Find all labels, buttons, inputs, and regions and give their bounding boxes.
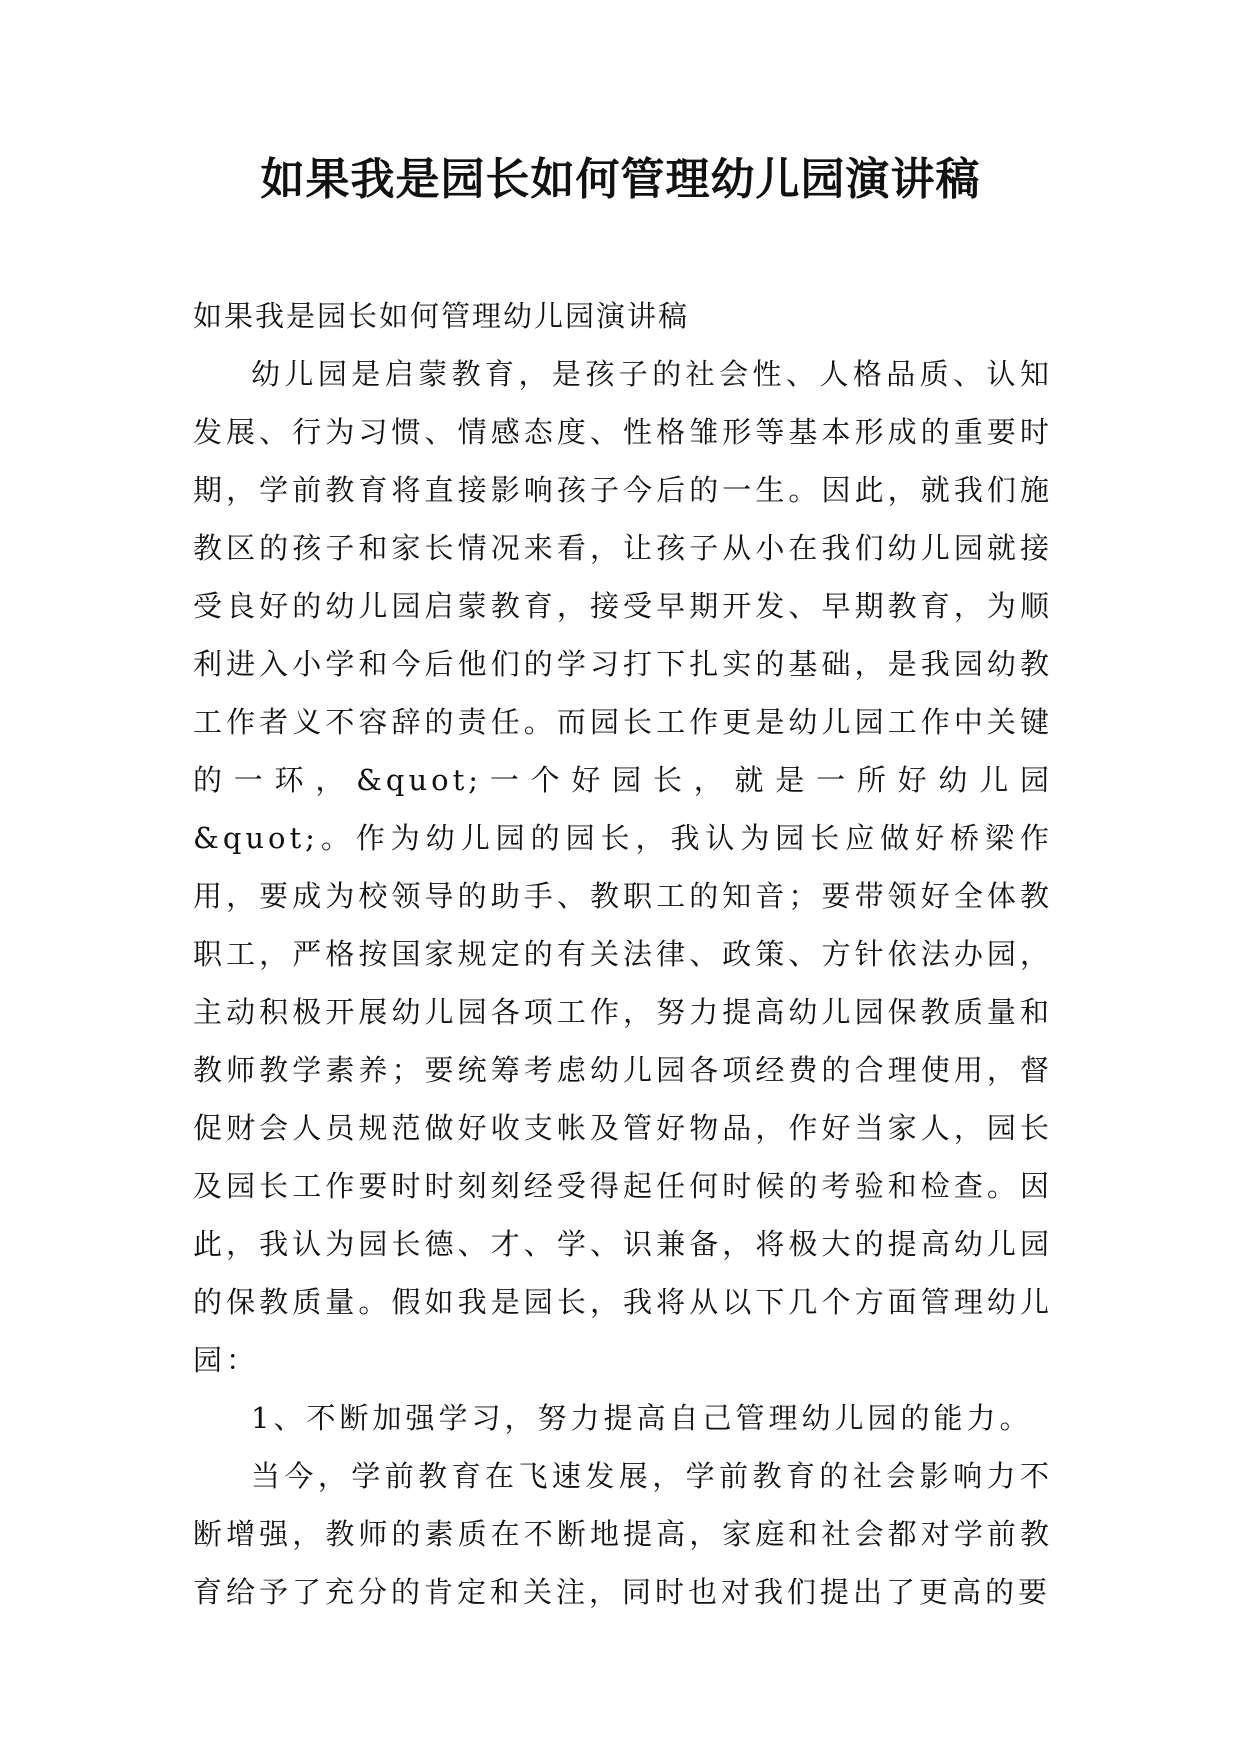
paragraph-point-1-body: 当今，学前教育在飞速发展，学前教育的社会影响力不断增强，教师的素质在不断地提高，家庭和社会都对学前教育给予了充分的肯定和关注，同时也对我们提出了更高的要 — [193, 1459, 1053, 1609]
document-body — [193, 287, 1053, 1621]
paragraph-point-1-heading: 1、不断加强学习，努力提高自己管理幼儿园的能力。 — [251, 1401, 1033, 1435]
document-subtitle: 如果我是园长如何管理幼儿园演讲稿 — [193, 299, 690, 333]
paragraph-intro: 幼儿园是启蒙教育，是孩子的社会性、人格品质、认知发展、行为习惯、情感态度、性格雏形等基本形成的重要时期，学前教育将直接影响孩子今后的一生。因此，就我们施教区的孩子和家长情况来看，让孩子从小在我们幼儿园就接受良好的幼儿园启蒙教育，接受早期开发、早期教育，为顺利进入小学和今后他们的学习打下扎实的基础，是我园幼教工作者义不容辞的责任。而园长工作更是幼儿园工作中关键的一环，&quot;一个好园长，就是一所好幼儿园&quot;。作为幼儿园的园长，我认为园长应做好桥梁作用，要成为校领导的助手、教职工的知音；要带领好全体教职工，严格按国家规定的有关法律、政策、方针依法办园，主动积极开展幼儿园各项工作，努力提高幼儿园保教质量和教师教学素养；要统筹考虑幼儿园各项经费的合理使用，督促财会人员规范做好收支帐及管好物品，作好当家人，园长及园长工作要时时刻刻经受得起任何时候的考验和检查。因此，我认为园长德、才、学、识兼备，将极大的提高幼儿园的保教质量。假如我是园长，我将从以下几个方面管理幼儿园： — [193, 357, 1053, 1377]
document-title: 如果我是园长如何管理幼儿园演讲稿 — [260, 154, 981, 205]
